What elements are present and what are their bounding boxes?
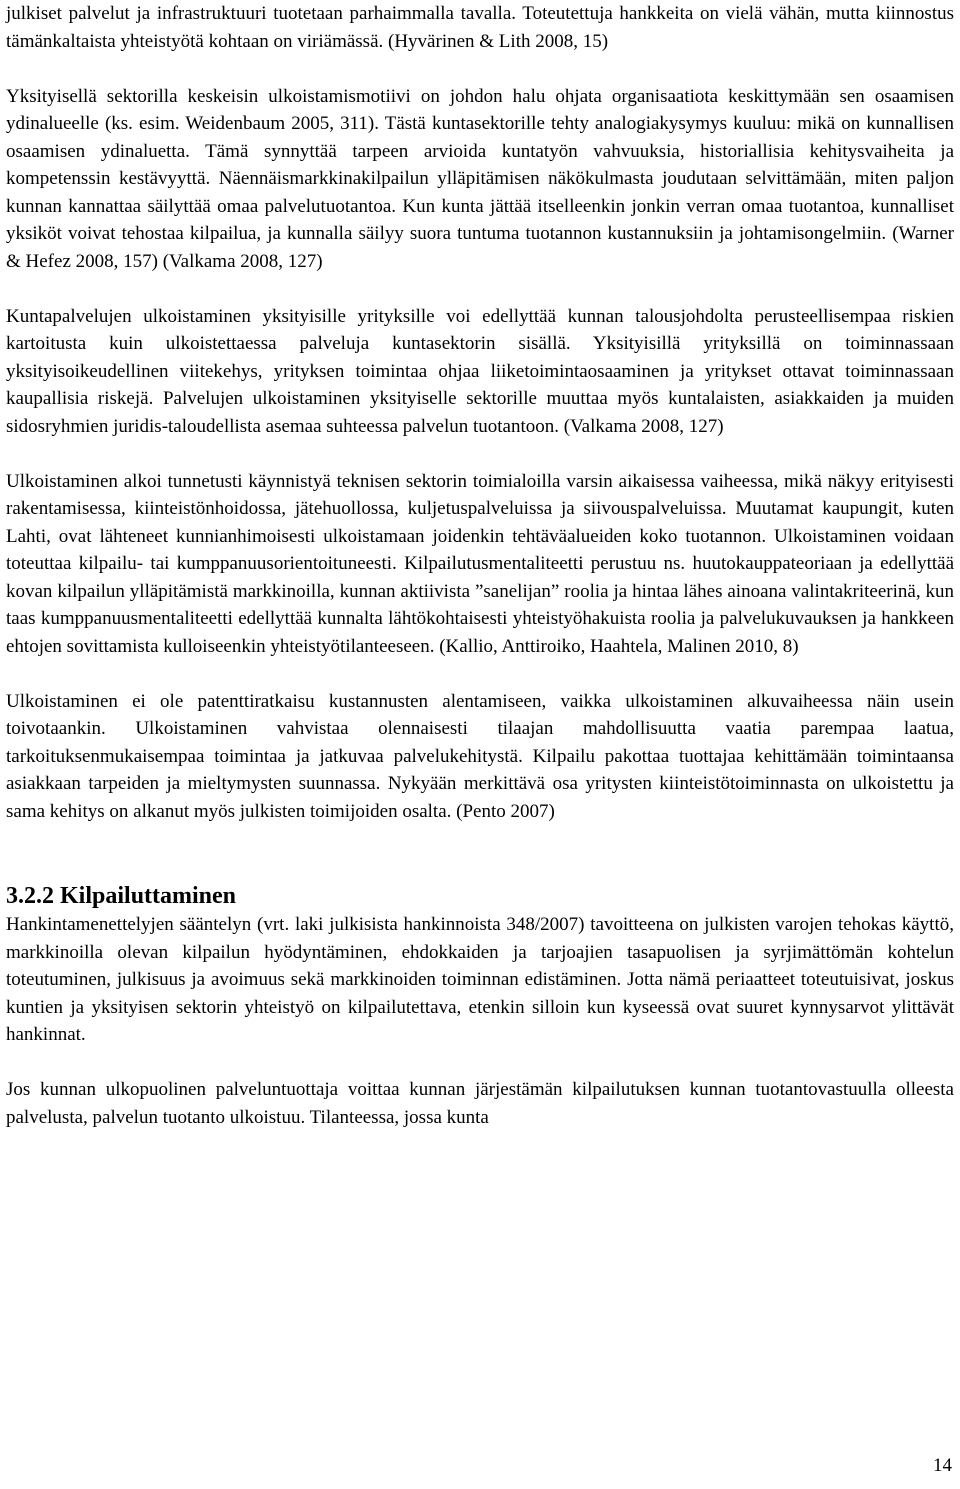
paragraph-1: julkiset palvelut ja infrastruktuuri tuotetaan parhaimmalla tavalla. Toteutettuja hankkeita on vielä vähän, mutta kiinnostus tämänkaltaista yhteistyötä kohtaan on viriämässä. (Hyvärinen & Lith 2008, 15) (6, 3, 954, 52)
paragraph-4: Ulkoistaminen alkoi tunnetusti käynnistyä teknisen sektorin toimialoilla varsin aikaisessa vaiheessa, mikä näkyy erityisesti rakentamisessa, kiinteistönhoidossa, jätehuollossa, kuljetuspalveluissa ja siivouspalveluissa. Muutamat kaupungit, kuten Lahti, ovat lähteneet kunnianhimoisesti ulkoistamaan joidenkin tehtäväalueiden koko tuotannon. Ulkoistaminen voidaan toteuttaa kilpailu- tai kumppanuusorientoituneesti. Kilpailutusmentaliteetti perustuu ns. huutokauppateoriaan ja edellyttää kovan kilpailun ylläpitämistä markkinoilla, kunnan aktiivista ”sanelijan” roolia ja hintaa lähes ainoana valintakriteerinä, kun taas kumppanuusmentaliteetti edellyttää kunnalta lähtökohtaisesti yhteistyöhakuista roolia ja palvelukuvauksen ja hankkeen ehtojen sovittamista kulloiseenkin yhteistyötilanteeseen. (Kallio, Anttiroiko, Haahtela, Malinen 2010, 8) (6, 470, 954, 657)
paragraph-gap (6, 55, 954, 83)
section-paragraph-1: Hankintamenettelyjen sääntelyn (vrt. laki julkisista hankinnoista 348/2007) tavoitteena on julkisten varojen tehokas käyttö, markkinoilla olevan kilpailun hyödyntäminen, ehdokkaiden ja tarjoajien tasapuolisen ja syrjimättömän kohtelun toteutuminen, julkisuus ja avoimuus sekä markkinoiden toiminnan edistäminen. Jotta nämä periaatteet toteutuisivat, joskus kuntien ja yksityisen sektorin yhteistyö on kilpailutettava, etenkin silloin kun kyseessä ovat suuret kynnysarvot ylittävät hankinnat. (6, 914, 954, 1045)
paragraph-gap (6, 440, 954, 468)
section-paragraph-2: Jos kunnan ulkopuolinen palveluntuottaja voittaa kunnan järjestämän kilpailutuksen kunnan tuotantovastuulla olleesta palvelusta, palvelun tuotanto ulkoistuu. Tilanteessa, jossa kunta (6, 1079, 954, 1128)
paragraph-gap (6, 660, 954, 688)
paragraph-5: Ulkoistaminen ei ole patenttiratkaisu kustannusten alentamiseen, vaikka ulkoistaminen alkuvaiheessa näin usein toivotaankin. Ulkoistaminen vahvistaa olennaisesti tilaajan mahdollisuutta vaatia parempaa laatua, tarkoituksenmukaisempaa toimintaa ja jatkuvaa palvelukehitystä. Kilpailu pakottaa tuottajaa kehittämään toimintaansa asiakkaan tarpeiden ja mieltymysten suunnassa. Nykyään merkittävä osa yritysten kiinteistötoiminnasta on ulkoistettu ja sama kehitys on alkanut myös julkisten toimijoiden osalta. (Pento 2007) (6, 690, 954, 822)
paragraph-2: Yksityisellä sektorilla keskeisin ulkoistamismotiivi on johdon halu ohjata organisaatiota keskittymään sen osaamisen ydinalueelle (ks. esim. Weidenbaum 2005, 311). Tästä kuntasektorille tehty analogiakysymys kuuluu: mikä on kunnallisen osaamisen ydinaluetta. Tämä synnyttää tarpeen arvioida kuntatyön vahvuuksia, historiallisia kehitysvaiheita ja kompetenssin kestävyyttä. Näennäismarkkinakilpailun ylläpitämisen näkökulmasta joudutaan selvittämään, miten paljon kunnan kannattaa säilyttää omaa palvelutuotantoa. Kun kunta jättää itselleenkin jonkin verran omaa tuotantoa, kunnalliset yksiköt voivat tehostaa kilpailua, ja kunnalla säilyy suora tuntuma tuotannon kustannuksiin ja johtamisongelmiin. (Warner & Hefez 2008, 157) (Valkama 2008, 127) (6, 85, 954, 272)
section-heading: 3.2.2 Kilpailuttaminen (6, 883, 237, 909)
paragraph-3: Kuntapalvelujen ulkoistaminen yksityisille yrityksille voi edellyttää kunnan talousjohdolta perusteellisempaa riskien kartoitusta kuin ulkoistettaessa palveluja kuntasektorin sisällä. Yksityisillä yrityksillä on toiminnassaan yksityisoikeudellinen viitekehys, yrityksen toimintaa ohjaa liiketoimintaosaaminen ja yritykset ottavat toiminnassaan kaupallisia riskejä. Palvelujen ulkoistaminen yksityiselle sektorille muuttaa myös kuntalaisten, asiakkaiden ja muiden sidosryhmien juridis-taloudellista asemaa suhteessa palvelun tuotantoon. (Valkama 2008, 127) (6, 305, 954, 437)
document-page (6, 0, 954, 1131)
paragraph-gap (6, 1049, 954, 1077)
paragraph-gap (6, 275, 954, 303)
page-number: 14 (933, 1455, 952, 1476)
section-gap (6, 825, 954, 881)
